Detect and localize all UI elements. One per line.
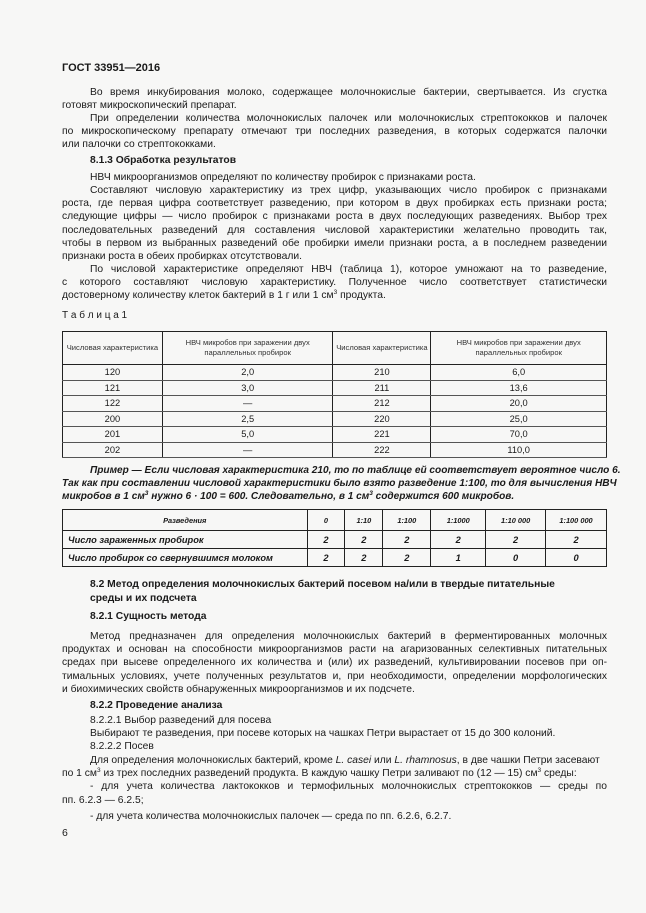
table-cell: 0 [486, 549, 546, 567]
text-fragment: или [371, 755, 395, 766]
header-cell: 1:100 000 [546, 510, 607, 531]
header-cell: 1:100 [383, 510, 431, 531]
superscript: 3 [333, 289, 338, 297]
table-cell: 1 [431, 549, 486, 567]
heading-8-1-3: 8.1.3 Обработка результатов [90, 155, 237, 166]
text-fragment: из трех последних разведений продукта. В каждую чашку Петри заливают по (12 — 15) см [100, 768, 538, 780]
text-line: Во время инкубирования молоко, содержащее молочнокислые бактерии, свертывается. Из сгустка [90, 87, 607, 98]
text-line [62, 767, 607, 780]
text-line: По числовой характеристике определяют НВЧ (таблица 1), которое умножают на то разведение, [90, 264, 607, 275]
header-cell: Числовая характеристика [63, 332, 163, 365]
text-line [62, 490, 607, 503]
text-fragment: достоверному количеству клеток бактерий в 1 г или 1 см [62, 290, 334, 302]
table-cell: 2 [383, 531, 431, 549]
table-cell: 210 [333, 365, 431, 381]
text-line: с которого составляют числовую характеристику. Полученное число соответствует статистически [62, 277, 607, 289]
text-line: Составляют числовую характеристику из трех цифр, указывающих число пробирок с признаками [90, 185, 607, 196]
section-8-2-2-1 [62, 714, 607, 754]
table-row [63, 427, 607, 443]
table-cell: 122 [63, 396, 163, 412]
table-cell: 70,0 [431, 427, 607, 443]
heading-8-2-2: 8.2.2 Проведение анализа [90, 700, 223, 711]
superscript: 3 [144, 490, 149, 497]
text-line: роста, где первая цифра соответствует разведению, при котором в двух пробирках есть признаки роста; [62, 198, 607, 210]
header-cell: Разведения [63, 510, 308, 531]
paragraph-characteristic [62, 184, 607, 263]
table-cell: 2,0 [162, 365, 333, 381]
table-row [63, 442, 607, 458]
table-row [63, 531, 607, 549]
text-line: по микроскопическому препарату отмечают три последних разведения, в которых содержатся палочки [62, 126, 607, 138]
table-cell: 2 [307, 531, 345, 549]
paragraph-table-ref [62, 263, 607, 303]
table-cell: 3,0 [162, 380, 333, 396]
table-cell: 211 [333, 380, 431, 396]
table-cell: 202 [63, 442, 163, 458]
paragraph-nvch [62, 171, 607, 184]
table-cell: — [162, 396, 333, 412]
text-line: готовят микроскопический препарат. [62, 100, 237, 112]
text-line: Выбирают те разведения, при посеве которых на чашках Петри вырастает от 15 до 300 колоний. [90, 728, 556, 740]
table-cell: 201 [63, 427, 163, 443]
text-fragment: нужно 6 · 100 = 600. Следовательно, в 1 см [148, 491, 370, 502]
text-line [62, 289, 607, 302]
text-line: Пример — Если числовая характеристика 210, то по таблице ей соответствует вероятное число 6. [90, 465, 621, 476]
header-cell: 1:1000 [431, 510, 486, 531]
text-fragment: микробов в 1 см [62, 491, 145, 502]
table-cell: 2 [345, 531, 383, 549]
text-line: продуктах и основан на способности микроорганизмов расти на агаризованных селективных питательных [62, 644, 607, 656]
text-fragment: Для определения молочнокислых бактерий, кроме [90, 755, 336, 766]
table-cell: 2 [546, 531, 607, 549]
table-row [63, 411, 607, 427]
table-cell: 2 [307, 549, 345, 567]
table-1-caption: Т а б л и ц а 1 [62, 310, 128, 321]
table-row [63, 380, 607, 396]
text-line: последовательных разведений для составления числовой характеристики желательно проводить так, [62, 224, 607, 236]
bullet-line: пп. 6.2.3 — 6.2.5; [62, 794, 144, 806]
text-line: и биохимических свойств обнаруженных микроорганизмов и их подсчете. [62, 683, 415, 695]
text-line: или палочки со стрептококками. [62, 139, 216, 151]
superscript: 3 [369, 490, 373, 497]
heading-8-2 [90, 578, 555, 605]
text-line: тимальных условиях, учете полученных результатов и, при необходимости, определении морфологических [62, 670, 607, 682]
table-cell: 2 [431, 531, 486, 549]
text-line: признаки роста в обеих пробирках отсутствовали. [62, 251, 302, 263]
table-cell: 121 [63, 380, 163, 396]
document-header: ГОСТ 33951—2016 [62, 62, 161, 74]
row-label: Число зараженных пробирок [63, 531, 308, 549]
text-fragment: , в две чашки Петри засевают [456, 755, 600, 766]
text-line: При определении количества молочнокислых палочек или молочнокислых стрептококков и палочек [90, 113, 607, 124]
text-line: Метод предназначен для определения молочнокислых бактерий в ферментированных молочных [90, 631, 607, 642]
header-cell: НВЧ микробов при заражении двух параллельных пробирок [431, 332, 607, 365]
table-header-row [63, 332, 607, 365]
superscript: 3 [537, 767, 542, 775]
header-cell: 1:10 [345, 510, 383, 531]
superscript: 3 [96, 767, 101, 775]
text-fragment: среды: [541, 768, 577, 780]
text-line [62, 754, 607, 767]
page-number: 6 [62, 827, 68, 839]
table-cell: 2 [383, 549, 431, 567]
table-cell: 110,0 [431, 442, 607, 458]
header-cell: Числовая характеристика [333, 332, 431, 365]
text-fragment: содержится 600 микробов. [372, 491, 515, 502]
paragraph-method-purpose [62, 630, 607, 696]
text-line: средах при высеве определенного их количества и (или) их разведений, культивировании посевов при оп- [62, 657, 607, 669]
table-cell: 5,0 [162, 427, 333, 443]
table-cell: 2 [345, 549, 383, 567]
heading-line: среды и их подсчета [90, 592, 197, 604]
text-fragment: продукта. [337, 290, 386, 302]
species-name: L. rhamnosus [394, 755, 457, 766]
text-line: НВЧ микроорганизмов определяют по количеству пробирок с признаками роста. [90, 172, 476, 183]
table-cell: 20,0 [431, 396, 607, 412]
table-cell: 0 [546, 549, 607, 567]
bullet-line: - для учета количества лактококков и термофильных молочнокислых стрептококков — среды по [90, 781, 607, 793]
text-line: чтобы в первом из выбранных разведений обе пробирки имели признаки роста, а в последнем разведении [62, 237, 607, 249]
table-header-row [63, 510, 607, 531]
heading-line: 8.2 Метод определения молочнокислых бактерий посевом на/или в твердые питательные [90, 579, 555, 590]
header-cell: 1:10 000 [486, 510, 546, 531]
paragraph-incubation [62, 86, 607, 112]
paragraph-seeding [62, 754, 607, 823]
table-row [63, 365, 607, 381]
example-paragraph [62, 464, 621, 503]
paragraph-microscopy [62, 112, 607, 152]
table-cell: 200 [63, 411, 163, 427]
table-cell: 13,6 [431, 380, 607, 396]
text-line: 8.2.2.1 Выбор разведений для посева [90, 715, 272, 726]
text-line: следующие цифры — число пробирок с признаками роста в двух последующих разведениях. Выбор трех [62, 211, 607, 223]
table-row [63, 396, 607, 412]
text-fragment: по 1 см [62, 768, 97, 780]
table-cell: 212 [333, 396, 431, 412]
text-line: 8.2.2.2 Посев [90, 741, 154, 753]
table-cell: 2 [486, 531, 546, 549]
species-name: L. casei [335, 755, 372, 766]
heading-8-2-1: 8.2.1 Сущность метода [90, 611, 207, 622]
header-cell: 0 [307, 510, 345, 531]
table-cell: 25,0 [431, 411, 607, 427]
bullet-line: - для учета количества молочнокислых палочек — среда по пп. 6.2.6, 6.2.7. [90, 810, 452, 822]
text-line: Так как при составлении числовой характеристики было взято разведение 1:100, то для вычисления НВЧ [62, 478, 617, 489]
table-cell: 220 [333, 411, 431, 427]
table-cell: 6,0 [431, 365, 607, 381]
row-label: Число пробирок со свернувшимся молоком [63, 549, 308, 567]
table-cell: 2,5 [162, 411, 333, 427]
header-cell: НВЧ микробов при заражении двух параллельных пробирок [162, 332, 333, 365]
table-row [63, 549, 607, 567]
table-cell: 120 [63, 365, 163, 381]
table-1 [62, 331, 607, 458]
table-cell: 222 [333, 442, 431, 458]
table-cell: — [162, 442, 333, 458]
table-dilutions [62, 509, 607, 567]
table-cell: 221 [333, 427, 431, 443]
